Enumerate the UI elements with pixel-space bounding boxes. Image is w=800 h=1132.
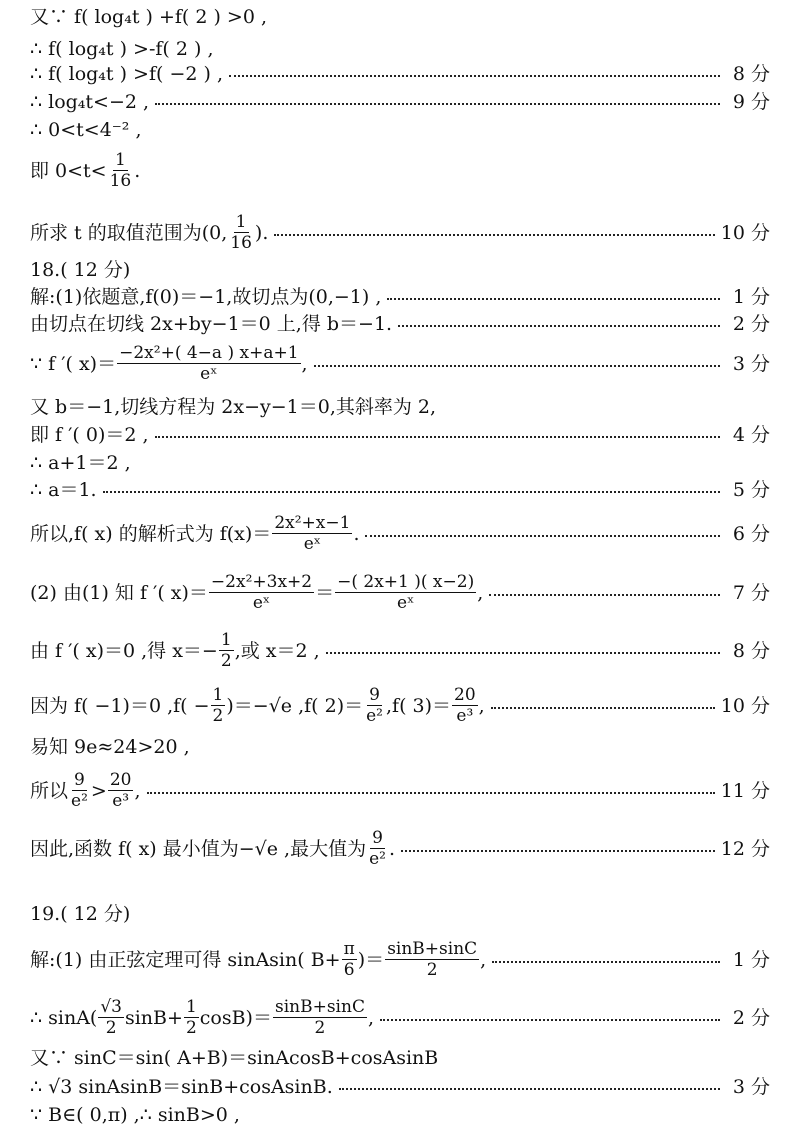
line-content — [30, 630, 320, 671]
line-text: ∴ 0<t<4⁻² , — [30, 119, 142, 141]
line-text: 由 f ′( x)＝0 ,得 x＝− — [30, 639, 218, 662]
fraction-denominator: 2 — [426, 960, 438, 980]
fraction — [385, 939, 479, 980]
solution-line — [30, 395, 770, 419]
line-text: ∴ f( log₄t ) >f( −2 ) , — [30, 63, 223, 85]
fraction-numerator: −2x²+( 4−a ) x+a+1 — [119, 343, 299, 363]
solution-line — [30, 685, 770, 726]
fraction-denominator: eˣ — [397, 593, 415, 613]
line-content — [30, 343, 308, 384]
fraction-numerator: π — [343, 939, 355, 959]
fraction — [108, 150, 134, 191]
solution-line — [30, 1075, 770, 1099]
fraction-numerator: 9 — [74, 770, 85, 790]
line-text: > — [90, 779, 107, 802]
fraction-numerator: −2x²+3x+2 — [210, 572, 313, 592]
score-label: 6 分 — [732, 522, 770, 545]
fraction-denominator: eˣ — [252, 593, 271, 613]
score-label: 7 分 — [732, 581, 770, 604]
line-text: 又 b＝−1,切线方程为 2x−y−1＝0,其斜率为 2, — [30, 396, 437, 418]
line-content — [30, 150, 140, 191]
dot-leader — [314, 365, 720, 367]
line-text: 因此,函数 f( x) 最小值为−√e ,最大值为 — [30, 837, 367, 860]
line-content — [30, 395, 436, 419]
fraction-denominator: 2 — [185, 1018, 197, 1038]
score-label: 5 分 — [732, 479, 770, 501]
fraction — [108, 770, 134, 811]
solution-line — [30, 5, 770, 29]
line-text: 解:(1) 由正弦定理可得 sinAsin( B+ — [30, 948, 341, 971]
fraction — [211, 685, 226, 726]
fraction — [219, 630, 234, 671]
fraction-numerator: 20 — [454, 685, 476, 705]
line-content — [30, 285, 381, 309]
solution-line — [30, 630, 770, 671]
line-text: ＝ — [315, 581, 335, 604]
line-text: sinB+ — [124, 1006, 183, 1029]
line-text: 易知 9e≈24>20 , — [30, 736, 190, 758]
fraction-numerator: sinB+sinC — [274, 997, 365, 1017]
score-label: 4 分 — [732, 424, 770, 446]
line-text: 即 0<t< — [30, 159, 107, 182]
line-text: 所以,f( x) 的解析式为 f(x)＝ — [30, 522, 272, 545]
solution-line — [30, 451, 770, 475]
fraction-numerator: 9 — [369, 685, 380, 705]
dot-leader — [155, 103, 720, 105]
fraction — [228, 212, 254, 253]
line-text: ∴ sinA( — [30, 1006, 98, 1029]
line-text: ∵ f ′( x)＝ — [30, 352, 117, 375]
score-label: 11 分 — [720, 779, 770, 802]
solution-line — [30, 513, 770, 554]
solution-line — [30, 37, 770, 61]
line-content — [30, 478, 97, 502]
score-label: 2 分 — [732, 313, 770, 335]
fraction-numerator: 1 — [185, 997, 197, 1017]
line-text: ,f( 3)＝ — [386, 694, 452, 717]
fraction-denominator: eˣ — [200, 364, 218, 384]
dot-leader — [339, 1088, 720, 1090]
line-content — [30, 513, 359, 554]
fraction-denominator: e³ — [112, 791, 130, 811]
line-text: , — [478, 694, 485, 717]
line-text: 因为 f( −1)＝0 ,f( − — [30, 694, 210, 717]
line-content — [30, 1075, 333, 1099]
solution-line — [30, 258, 770, 282]
fraction-denominator: 16 — [230, 233, 252, 253]
dot-leader — [365, 535, 720, 537]
line-text: (2) 由(1) 知 f ′( x)＝ — [30, 581, 208, 604]
line-content — [30, 685, 485, 726]
fraction — [69, 770, 90, 811]
solution-line — [30, 572, 770, 613]
fraction-numerator: 2x²+x−1 — [274, 513, 351, 533]
line-text: , — [134, 779, 141, 802]
line-text: , — [301, 352, 308, 375]
fraction — [272, 513, 352, 554]
dot-leader — [380, 1019, 720, 1021]
fraction-denominator: e² — [71, 791, 88, 811]
line-content — [30, 37, 213, 61]
solution-line — [30, 902, 770, 926]
solution-line — [30, 343, 770, 384]
line-text: cosB)＝ — [199, 1006, 272, 1029]
fraction-numerator: 1 — [220, 630, 232, 650]
fraction — [184, 997, 199, 1038]
fraction-numerator: 1 — [115, 150, 126, 170]
fraction-denominator: 6 — [343, 960, 355, 980]
line-text: 所求 t 的取值范围为(0, — [30, 221, 228, 244]
line-content — [30, 1103, 240, 1127]
fraction-numerator: 20 — [109, 770, 132, 790]
dot-leader — [398, 325, 720, 327]
fraction — [364, 685, 385, 726]
fraction-numerator: sinB+sinC — [387, 939, 478, 959]
line-content — [30, 572, 483, 613]
fraction-numerator: 1 — [235, 212, 247, 232]
fraction-numerator: −( 2x+1 )( x−2) — [337, 572, 475, 592]
solution-line — [30, 90, 770, 114]
dot-leader — [491, 707, 715, 709]
line-text: 18.( 12 分) — [30, 259, 131, 281]
score-label: 8 分 — [732, 639, 770, 662]
solution-line — [30, 939, 770, 980]
dot-leader — [155, 436, 720, 438]
line-text: ∴ a＝1. — [30, 479, 97, 501]
line-text: . — [353, 522, 360, 545]
solution-line — [30, 478, 770, 502]
fraction-numerator: 1 — [212, 685, 224, 705]
fraction-denominator: 16 — [109, 171, 132, 191]
solution-line — [30, 828, 770, 869]
line-text: ). — [254, 221, 269, 244]
solution-line — [30, 770, 770, 811]
fraction-numerator: √3 — [100, 997, 122, 1017]
line-text: ∴ √3 sinAsinB＝sinB+cosAsinB. — [30, 1076, 333, 1098]
solution-line — [30, 1046, 770, 1070]
dot-leader — [401, 850, 715, 852]
dot-leader — [229, 75, 720, 77]
solution-line — [30, 423, 770, 447]
line-text: ∴ a+1＝2 , — [30, 452, 131, 474]
line-text: ,或 x＝2 , — [234, 639, 320, 662]
line-text: )＝ — [357, 948, 385, 971]
fraction-denominator: e² — [366, 706, 383, 726]
line-text: , — [477, 581, 484, 604]
fraction — [273, 997, 367, 1038]
line-content — [30, 258, 130, 282]
line-content — [30, 90, 149, 114]
fraction-denominator: e² — [369, 849, 386, 869]
dot-leader — [326, 652, 720, 654]
score-label: 1 分 — [732, 286, 770, 308]
line-content — [30, 312, 392, 336]
line-content — [30, 451, 131, 475]
line-text: , — [367, 1006, 374, 1029]
solution-line — [30, 118, 770, 142]
line-content — [30, 118, 142, 142]
line-text: . — [134, 159, 141, 182]
line-content — [30, 1046, 438, 1070]
score-label: 12 分 — [720, 837, 770, 860]
dot-leader — [492, 961, 720, 963]
line-text: ∴ log₄t<−2 , — [30, 91, 150, 113]
score-label: 10 分 — [720, 221, 770, 244]
fraction-denominator: 2 — [105, 1018, 117, 1038]
line-text: 所以 — [30, 779, 69, 802]
fraction — [209, 572, 314, 613]
solution-line — [30, 285, 770, 309]
score-label: 3 分 — [732, 352, 770, 375]
fraction-denominator: 2 — [212, 706, 224, 726]
line-content — [30, 735, 190, 759]
solution-line — [30, 62, 770, 86]
fraction — [335, 572, 476, 613]
score-label: 10 分 — [720, 694, 770, 717]
line-text: 又∵ sinC＝sin( A+B)＝sinAcosB+cosAsinB — [30, 1047, 439, 1069]
line-text: , — [480, 948, 487, 971]
fraction-denominator: 2 — [220, 651, 232, 671]
fraction — [342, 939, 357, 980]
line-text: ∴ f( log₄t ) >-f( 2 ) , — [30, 38, 214, 60]
line-text: 即 f ′( 0)＝2 , — [30, 424, 149, 446]
solution-line — [30, 1103, 770, 1127]
score-label: 9 分 — [732, 91, 770, 113]
score-label: 8 分 — [732, 63, 770, 85]
solution-line — [30, 212, 770, 253]
fraction-denominator: e³ — [456, 706, 474, 726]
line-text: )＝−√e ,f( 2)＝ — [226, 694, 364, 717]
fraction — [117, 343, 300, 384]
fraction — [98, 997, 124, 1038]
dot-leader — [274, 234, 714, 236]
score-label: 1 分 — [732, 948, 770, 971]
dot-leader — [489, 594, 720, 596]
line-text: 由切点在切线 2x+by−1＝0 上,得 b＝−1. — [30, 313, 393, 335]
dot-leader — [147, 792, 715, 794]
fraction — [452, 685, 478, 726]
dot-leader — [103, 491, 720, 493]
score-label: 2 分 — [732, 1006, 770, 1029]
fraction-denominator: 2 — [314, 1018, 326, 1038]
line-text: 19.( 12 分) — [30, 903, 131, 925]
solution-line — [30, 735, 770, 759]
fraction-denominator: eˣ — [303, 534, 321, 554]
line-content — [30, 828, 395, 869]
dot-leader — [387, 298, 720, 300]
line-content — [30, 939, 486, 980]
line-content — [30, 902, 130, 926]
solution-line — [30, 150, 770, 191]
line-content — [30, 423, 149, 447]
line-text: 解:(1)依题意,f(0)＝−1,故切点为(0,−1) , — [30, 286, 382, 308]
solution-line — [30, 312, 770, 336]
line-text: 又∵ f( log₄t ) +f( 2 ) >0 , — [30, 6, 268, 28]
line-text: ∵ B∈( 0,π) ,∴ sinB>0 , — [30, 1104, 240, 1126]
line-content — [30, 212, 268, 253]
line-content — [30, 5, 267, 29]
line-text: . — [388, 837, 396, 860]
fraction — [367, 828, 388, 869]
fraction-numerator: 9 — [372, 828, 383, 848]
line-content — [30, 62, 223, 86]
score-label: 3 分 — [732, 1076, 770, 1098]
solution-line — [30, 997, 770, 1038]
line-content — [30, 997, 374, 1038]
line-content — [30, 770, 141, 811]
